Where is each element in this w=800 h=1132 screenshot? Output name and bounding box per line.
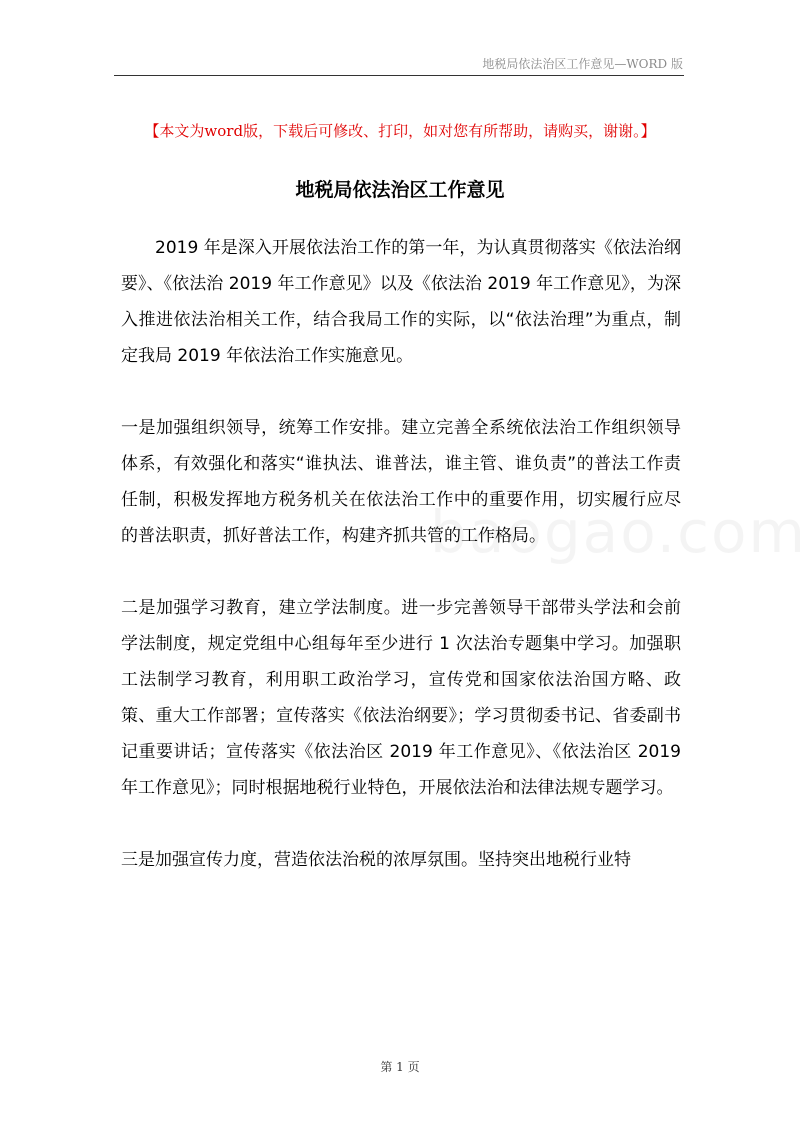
purchase-notice: 【本文为word版，下载后可修改、打印，如对您有所帮助，请购买，谢谢。】 <box>144 122 656 140</box>
header-divider <box>114 75 684 76</box>
document-title: 地税局依法治区工作意见 <box>295 179 505 201</box>
running-header: 地税局依法治区工作意见—WORD 版 <box>482 57 683 71</box>
paragraph-2: 二是加强学习教育，建立学法制度。进一步完善领导干部带头学法和会前学法制度，规定党组中心组每年至少进行 1 次法治专题集中学习。加强职工法制学习教育，利用职工政治学习，宣传党和国家依法治国方略、政策、重大工作部署；宣传落实《依法治纲要》；学习贯彻委书记、省委副书记重要讲话；宣传落实《依法治区 2019 年工作意见》、《依法治区 2019 年工作意见》；同时根据地税行业特色，开展依法治和法律法规专题学习。 <box>121 598 681 798</box>
page-number: 第 1 页 <box>380 1060 420 1074</box>
paragraph-3: 三是加强宣传力度，营造依法治税的浓厚氛围。坚持突出地税行业特 <box>121 850 631 870</box>
paragraph-intro: 2019 年是深入开展依法治工作的第一年，为认真贯彻落实《依法治纲要》、《依法治 2019 年工作意见》以及《依法治 2019 年工作意见》，为深入推进依法治相关工作，结合我局工作的实际，以“依法治理”为重点，制定我局 2019 年依法治工作实施意见。 <box>121 238 681 366</box>
paragraph-1: 一是加强组织领导，统筹工作安排。建立完善全系统依法治工作组织领导体系，有效强化和落实“谁执法、谁普法，谁主管、谁负责”的普法工作责任制，积极发挥地方税务机关在依法治工作中的重要作用，切实履行应尽的普法职责，抓好普法工作，构建齐抓共管的工作格局。 <box>121 418 681 546</box>
document-body <box>121 230 681 878</box>
